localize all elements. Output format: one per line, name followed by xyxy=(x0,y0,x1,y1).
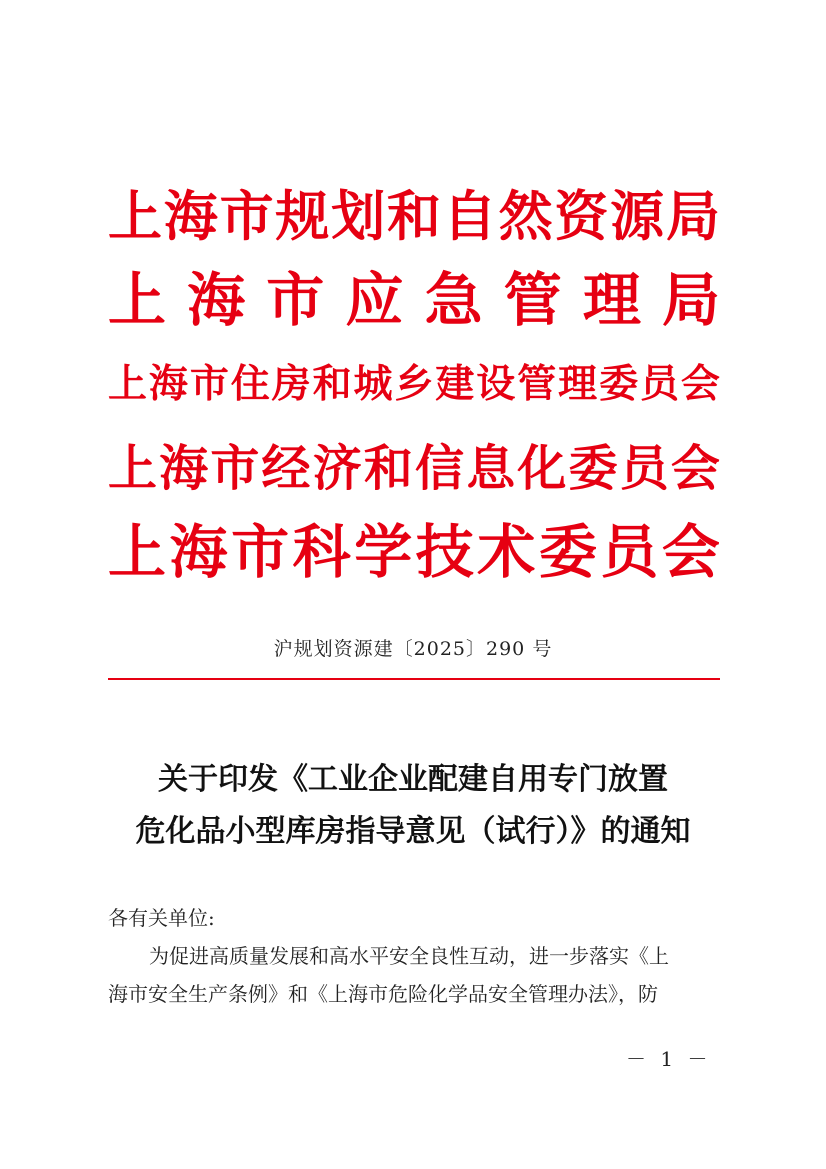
red-divider xyxy=(108,678,720,680)
issuer-char: 委 xyxy=(538,518,597,586)
salutation: 各有关单位: xyxy=(108,906,215,930)
issuer-char: 管 xyxy=(503,266,562,334)
issuer-char: 乡 xyxy=(394,361,434,407)
issuer-char: 会 xyxy=(680,361,720,407)
issuer-char: 源 xyxy=(610,184,665,248)
issuer-char: 经 xyxy=(261,439,311,497)
issuer-char: 员 xyxy=(639,361,679,407)
issuer-char: 城 xyxy=(353,361,393,407)
issuer-char: 局 xyxy=(661,266,720,334)
issuer-char: 局 xyxy=(665,184,720,248)
issuer-char: 海 xyxy=(148,361,188,407)
issuer-line-3 xyxy=(108,351,720,417)
issuer-char: 委 xyxy=(599,361,639,407)
issuer-char: 市 xyxy=(266,266,325,334)
issuer-char: 息 xyxy=(466,439,516,497)
issuer-char: 信 xyxy=(415,439,465,497)
issuer-char: 员 xyxy=(600,518,659,586)
issuer-char: 房 xyxy=(271,361,311,407)
issuer-char: 规 xyxy=(275,184,330,248)
document-title-line-2: 危化品小型库房指导意见（试行）》的通知 xyxy=(135,814,691,849)
issuer-char: 市 xyxy=(189,361,229,407)
issuer-char: 委 xyxy=(568,439,618,497)
issuer-char: 海 xyxy=(169,518,228,586)
issuer-line-5 xyxy=(108,519,720,585)
issuer-char: 和 xyxy=(386,184,441,248)
issuer-char: 急 xyxy=(424,266,483,334)
issuer-char: 上 xyxy=(108,518,167,586)
issuer-char: 和 xyxy=(312,361,352,407)
issuer-char: 市 xyxy=(231,518,290,586)
issuer-line-2 xyxy=(108,267,720,333)
paragraph-line-1: 为促进高质量发展和高水平安全良性互动，进一步落实《上 xyxy=(149,944,669,968)
issuer-char: 理 xyxy=(582,266,641,334)
issuer-char: 管 xyxy=(517,361,557,407)
issuer-char: 划 xyxy=(331,184,386,248)
issuer-char: 上 xyxy=(108,266,167,334)
document-number: 沪规划资源建〔2025〕290 号 xyxy=(273,638,553,660)
issuer-char: 资 xyxy=(554,184,609,248)
issuer-char: 会 xyxy=(661,518,720,586)
issuer-char: 应 xyxy=(345,266,404,334)
issuer-char: 上 xyxy=(108,361,148,407)
issuer-char: 海 xyxy=(187,266,246,334)
document-title-line-1: 关于印发《工业企业配建自用专门放置 xyxy=(158,762,668,797)
issuer-char: 和 xyxy=(363,439,413,497)
issuer-char: 技 xyxy=(415,518,474,586)
issuer-char: 住 xyxy=(230,361,270,407)
issuer-char: 科 xyxy=(292,518,351,586)
issuer-char: 上 xyxy=(108,439,158,497)
issuer-char: 市 xyxy=(210,439,260,497)
issuer-char: 设 xyxy=(476,361,516,407)
issuer-char: 建 xyxy=(435,361,475,407)
issuer-char: 市 xyxy=(219,184,274,248)
issuer-char: 自 xyxy=(442,184,497,248)
issuer-char: 然 xyxy=(498,184,553,248)
issuer-char: 上 xyxy=(108,184,162,248)
issuer-char: 会 xyxy=(670,439,720,497)
issuer-char: 化 xyxy=(517,439,567,497)
issuer-char: 理 xyxy=(558,361,598,407)
issuer-char: 海 xyxy=(163,184,218,248)
issuer-line-4 xyxy=(108,435,720,501)
issuer-line-1 xyxy=(108,183,720,249)
issuer-char: 海 xyxy=(159,439,209,497)
issuer-char: 术 xyxy=(477,518,536,586)
issuer-char: 学 xyxy=(354,518,413,586)
issuer-char: 济 xyxy=(312,439,362,497)
issuer-char: 员 xyxy=(619,439,669,497)
page-number: － 1 － xyxy=(626,1047,712,1071)
paragraph-line-2: 海市安全生产条例》和《上海市危险化学品安全管理办法》，防 xyxy=(108,982,658,1006)
